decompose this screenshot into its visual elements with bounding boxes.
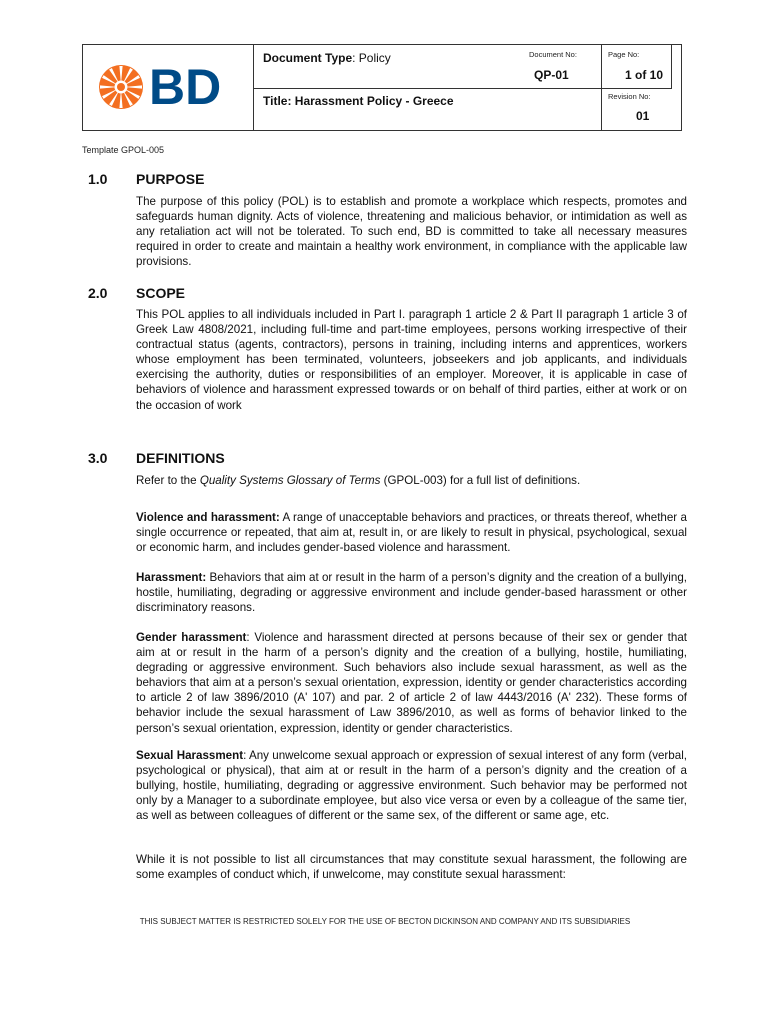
section-number-definitions: 3.0 [88,450,108,466]
definition-term: Violence and harassment: [136,511,280,524]
document-header [82,44,682,131]
section-title-definitions: DEFINITIONS [136,450,225,466]
definition-term: Gender harassment [136,631,247,644]
scope-paragraph: This POL applies to all individuals included in Part I. paragraph 1 article 2 & Part II paragraph 1 article 3 of Greek Law 4808/2021, including full-time and part-time employees, persons working irrespective of their contractual status (agents, contractors), persons in training, including interns and apprentices, workers whose employment has been terminated, volunteers, jobseekers and job applicants, and individuals exercising the authority, duties or responsibilities of an employer. Moreover, it is applicable in case of behaviors of violence and harassment expressed towards or on behalf of third parties, either at work or on the occasion of work [136,308,687,412]
logo-cell [83,45,254,131]
section-title-scope: SCOPE [136,285,186,301]
page-no-value: 1 of 10 [625,68,664,82]
doc-type: Document Type: Policy [263,51,391,65]
header-divider [601,44,602,131]
bd-logo [83,45,254,131]
confidentiality-footer: THIS SUBJECT MATTER IS RESTRICTED SOLELY FOR THE USE OF BECTON DICKINSON AND COMPANY AND ITS SUBSIDIARIES [139,917,631,926]
definition-gender-harassment: Gender harassment: Violence and harassment directed at persons because of their sex or gender that aim at or result in the harm of a person’s dignity and the creation of a bullying, hostile, humiliating, degrading or aggressive environment. Such behaviors also include sexual harassment, as well as the behaviors that aim at a person’s sexual orientation, expression, identity or gender characteristics according to article 2 of law 3896/2010 (A' 107) and par. 2 of article 2 of law 4443/2016 (A' 232). These forms of behavior include the sexual harassment of Law 3896/2010, as well as forms of behavior linked to the person’s sexual orientation, expression, identity or gender characteristics. [136,631,687,735]
definition-term: Harassment: [136,571,207,584]
revision-value: 01 [636,109,650,123]
bd-sun-icon [99,65,143,109]
revision-label: Revision No: [608,92,651,101]
bd-wordmark: BD [149,59,222,115]
section-title-purpose: PURPOSE [136,171,205,187]
doc-title: Title: Harassment Policy - Greece [263,94,454,108]
section-number-purpose: 1.0 [88,171,108,187]
definition-sexual-harassment: Sexual Harassment: Any unwelcome sexual approach or expression of sexual interest of any form (verbal, psychological or physical), that aim at or result in the harm of a person’s dignity and the creation of a bullying, hostile, humiliating, degrading or aggressive environment. Such behavior may be performed not only by a Manager to a subordinate employee, but also vice versa or even by a colleague of the same tier, as well as between colleagues of different or the same sex, of the different or same age, etc. [136,749,687,823]
definition-violence: Violence and harassment: A range of unacceptable behaviors and practices, or threats thereof, whether a single occurrence or repeated, that aim at, result in, or are likely to result in physical, psychological, sexual or economic harm, and includes gender-based violence and harassment. [136,511,687,555]
purpose-paragraph: The purpose of this policy (POL) is to establish and promote a workplace which respects, promotes and safeguards human dignity. Acts of violence, threatening and malicious behavior, or intimidation as well as any retaliation act will not be tolerated. To such end, BD is committed to take all necessary measures required in order to create and maintain a healthy work environment, in compliance with the applicable law provisions. [136,195,687,269]
examples-intro: While it is not possible to list all circumstances that may constitute sexual harassment, the following are some examples of conduct which, if unwelcome, may constitute sexual harassment: [136,853,687,882]
definition-term: Sexual Harassment [136,749,244,762]
template-id: Template GPOL-005 [82,145,165,155]
definitions-intro: Refer to the Quality Systems Glossary of Terms (GPOL-003) for a full list of definitions. [136,474,581,487]
definition-harassment: Harassment: Behaviors that aim at or result in the harm of a person’s dignity and the creation of a bullying, hostile, humiliating, degrading or aggressive environment and include gender-based harassment or other discriminatory reasons. [136,571,687,615]
page-no-label: Page No: [608,50,640,59]
glossary-reference: Quality Systems Glossary of Terms [199,474,381,487]
doc-no-value: QP-01 [534,68,569,82]
doc-no-label: Document No: [529,50,577,59]
section-number-scope: 2.0 [88,285,108,301]
